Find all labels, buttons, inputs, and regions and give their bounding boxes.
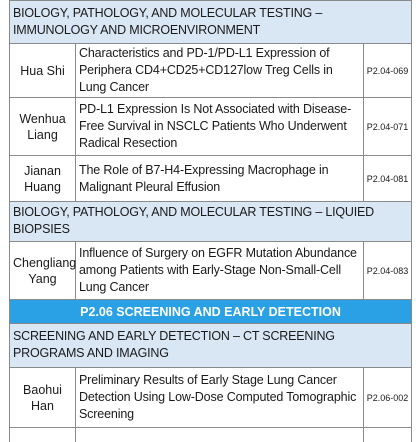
author-name: Jianan Huang (10, 156, 76, 202)
section-header-ct-screening (10, 324, 412, 368)
abstract-code: P2.06-002 (364, 368, 412, 428)
abstract-code: P2.04-081 (364, 156, 412, 202)
table-row (10, 368, 412, 428)
author-name: Baohui Han (10, 368, 76, 428)
section-title: BIOLOGY, PATHOLOGY, AND MOLECULAR TESTING – LIQUIED BIOPSIES (10, 202, 412, 242)
abstract-title: Influence of Surgery on EGFR Mutation Abundance among Patients with Early-Stage Non-Small-Cell Lung Cancer (76, 242, 364, 300)
table-row (10, 98, 412, 156)
table-row (10, 156, 412, 202)
empty-cell (10, 428, 76, 442)
abstract-code: P2.04-083 (364, 242, 412, 300)
author-name: Chengliang Yang (10, 242, 76, 300)
abstract-title: Characteristics and PD-1/PD-L1 Expression of Periphera CD4+CD25+CD127low Treg Cells in Lung Cancer (76, 44, 364, 98)
author-name: Wenhua Liang (10, 98, 76, 156)
table-row (10, 242, 412, 300)
empty-cell (364, 428, 412, 442)
program-table (9, 0, 412, 442)
session-banner (10, 300, 412, 324)
section-header-liquid-biopsies (10, 202, 412, 242)
abstract-title: PD-L1 Expression Is Not Associated with Disease-Free Survival in NSCLC Patients Who Underwent Radical Resection (76, 98, 364, 156)
abstract-title: Preliminary Results of Early Stage Lung Cancer Detection Using Low-Dose Computed Tomographic Screening (76, 368, 364, 428)
empty-cell (76, 428, 364, 442)
abstract-code: P2.04-071 (364, 98, 412, 156)
section-title: SCREENING AND EARLY DETECTION – CT SCREENING PROGRAMS AND IMAGING (10, 324, 412, 368)
abstract-code: P2.04-069 (364, 44, 412, 98)
section-header-immunology (10, 1, 412, 44)
session-banner-title: P2.06 SCREENING AND EARLY DETECTION (10, 300, 412, 324)
section-title: BIOLOGY, PATHOLOGY, AND MOLECULAR TESTING – IMMUNOLOGY AND MICROENVIRONMENT (10, 1, 412, 44)
table-row-cutoff (10, 428, 412, 442)
abstract-title: The Role of B7-H4-Expressing Macrophage in Malignant Pleural Effusion (76, 156, 364, 202)
table-row (10, 44, 412, 98)
author-name: Hua Shi (10, 44, 76, 98)
